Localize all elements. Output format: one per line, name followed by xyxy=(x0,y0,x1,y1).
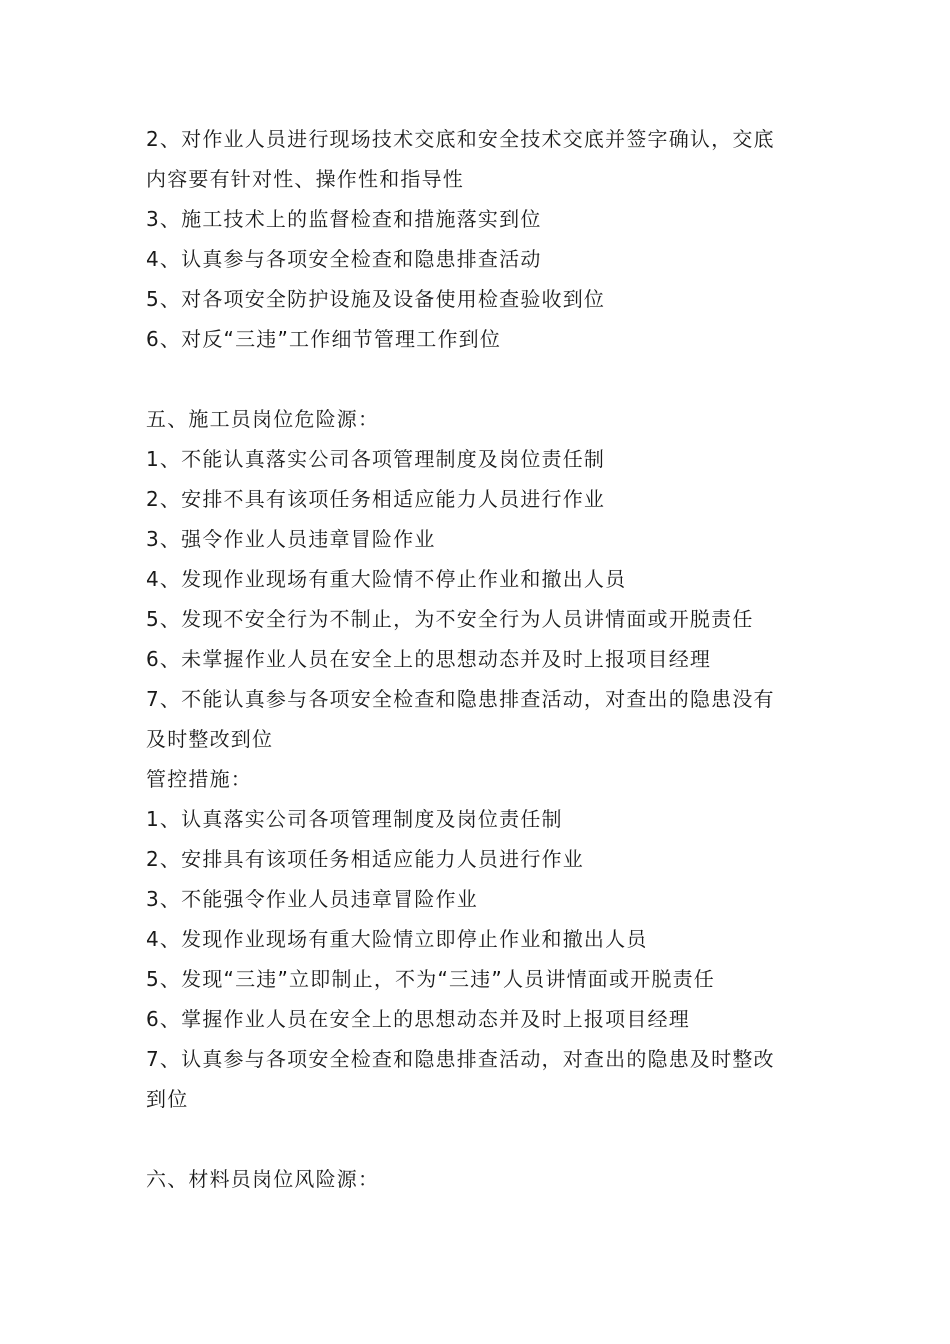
hazard-item-continued: 及时整改到位 xyxy=(146,727,274,751)
text-line: 3、施工技术上的监督检查和措施落实到位 xyxy=(146,207,542,231)
hazard-item: 6、未掌握作业人员在安全上的思想动态并及时上报项目经理 xyxy=(146,647,712,671)
control-measures-continued xyxy=(146,119,826,359)
section-six xyxy=(146,1159,826,1199)
measure-item: 5、发现“三违”立即制止，不为“三违”人员讲情面或开脱责任 xyxy=(146,967,715,991)
measure-item: 3、不能强令作业人员违章冒险作业 xyxy=(146,887,478,911)
hazard-item: 2、安排不具有该项任务相适应能力人员进行作业 xyxy=(146,487,606,511)
hazard-item: 4、发现作业现场有重大险情不停止作业和撤出人员 xyxy=(146,567,627,591)
section-heading: 五、施工员岗位危险源： xyxy=(146,407,380,431)
hazard-item: 5、发现不安全行为不制止，为不安全行为人员讲情面或开脱责任 xyxy=(146,607,754,631)
hazard-item: 1、不能认真落实公司各项管理制度及岗位责任制 xyxy=(146,447,606,471)
text-line: 6、对反“三违”工作细节管理工作到位 xyxy=(146,327,502,351)
paragraph-gap xyxy=(146,359,826,399)
text-line: 2、对作业人员进行现场技术交底和安全技术交底并签字确认，交底 xyxy=(146,127,775,151)
measure-item-continued: 到位 xyxy=(146,1087,189,1111)
hazard-item: 3、强令作业人员违章冒险作业 xyxy=(146,527,436,551)
measure-item: 2、安排具有该项任务相适应能力人员进行作业 xyxy=(146,847,584,871)
hazard-item: 7、不能认真参与各项安全检查和隐患排查活动，对查出的隐患没有 xyxy=(146,687,775,711)
measure-item: 1、认真落实公司各项管理制度及岗位责任制 xyxy=(146,807,563,831)
section-five xyxy=(146,399,826,1119)
measures-heading: 管控措施： xyxy=(146,767,252,791)
paragraph-gap xyxy=(146,1119,826,1159)
measure-item: 4、发现作业现场有重大险情立即停止作业和撤出人员 xyxy=(146,927,648,951)
text-line: 4、认真参与各项安全检查和隐患排查活动 xyxy=(146,247,542,271)
measure-item: 6、掌握作业人员在安全上的思想动态并及时上报项目经理 xyxy=(146,1007,690,1031)
section-heading: 六、材料员岗位风险源： xyxy=(146,1167,380,1191)
measure-item: 7、认真参与各项安全检查和隐患排查活动，对查出的隐患及时整改 xyxy=(146,1047,775,1071)
text-line: 内容要有针对性、操作性和指导性 xyxy=(146,167,464,191)
document-page xyxy=(146,119,826,1199)
text-line: 5、对各项安全防护设施及设备使用检查验收到位 xyxy=(146,287,606,311)
